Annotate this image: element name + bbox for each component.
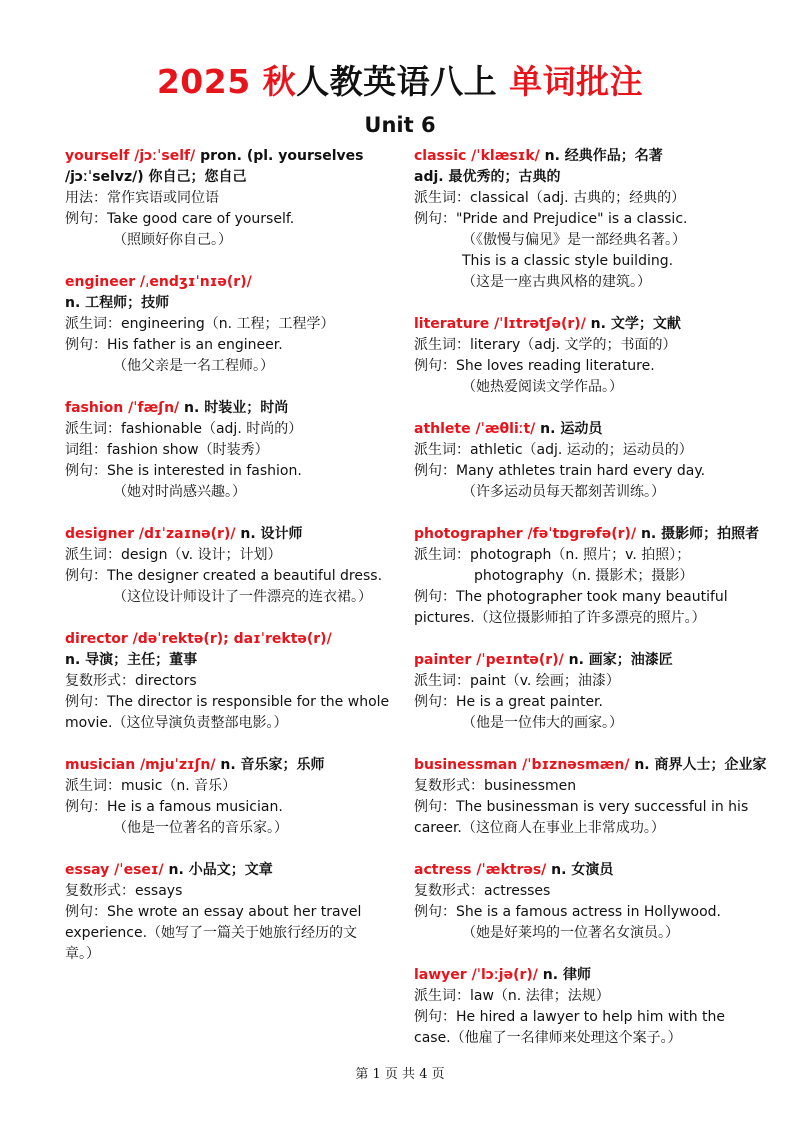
entry-note: 派生词：engineering（n. 工程；工程学） <box>65 316 335 332</box>
entry-note: 复数形式：essays <box>65 883 183 899</box>
vocab-entry <box>414 650 732 734</box>
entry-note: 例句：She is a famous actress in Hollywood. <box>414 904 721 920</box>
left-column <box>65 146 390 986</box>
entry-headword-line <box>414 755 767 776</box>
part-of-speech: n. 运动员 <box>535 421 603 437</box>
entry-headword-line <box>414 965 732 986</box>
entry-note: career.（这位商人在事业上非常成功。） <box>414 820 665 836</box>
part-of-speech: n. 音乐家；乐师 <box>215 757 325 773</box>
unit-heading: Unit 6 <box>364 113 436 137</box>
entry-headword-line <box>65 398 383 419</box>
headword: director /dəˈrektə(r); daɪˈrektə(r)/ <box>65 631 332 647</box>
vocab-entry <box>65 398 383 503</box>
vocab-entry <box>65 524 383 608</box>
vocab-entry <box>414 860 732 944</box>
entry-note: 派生词：classical（adj. 古典的；经典的） <box>414 190 686 206</box>
vocab-entry <box>414 419 732 503</box>
headword: photographer /fəˈtɒɡrəfə(r)/ <box>414 526 637 542</box>
title-year: 2025 <box>156 62 251 101</box>
part-of-speech: pron. (pl. yourselves <box>195 148 364 164</box>
entry-definition: n. 工程师；技师 <box>65 295 170 311</box>
entry-headword-line <box>414 314 732 335</box>
right-column <box>414 146 767 1070</box>
vocab-entry <box>414 524 760 629</box>
part-of-speech: n. 摄影师；拍照者 <box>636 526 760 542</box>
entry-headword-line <box>414 860 732 881</box>
entry-note: 例句：The director is responsible for the whole <box>65 694 390 710</box>
entry-note: 复数形式：actresses <box>414 883 551 899</box>
title-end: 单词批注 <box>509 62 644 101</box>
entry-note: 例句："Pride and Prejudice" is a classic. <box>414 211 688 227</box>
title-main: 人教英语八上 <box>296 62 498 101</box>
vocab-entry <box>65 629 390 734</box>
entry-note: 词组：fashion show（时装秀） <box>65 442 269 458</box>
entry-headword-line <box>65 272 383 293</box>
part-of-speech: n. 小品文；文章 <box>163 862 273 878</box>
entry-headword-line <box>414 419 732 440</box>
entry-translation: （这位设计师设计了一件漂亮的连衣裙。） <box>113 589 372 605</box>
entry-translation: photography（n. 摄影术；摄影） <box>474 568 694 584</box>
entry-headword-line <box>414 524 760 545</box>
entry-translation: （她是好莱坞的一位著名女演员。） <box>462 925 679 941</box>
entry-note: 派生词：athletic（adj. 运动的；运动员的） <box>414 442 693 458</box>
entry-note: 例句：The businessman is very successful in his <box>414 799 749 815</box>
entry-note: 派生词：law（n. 法律；法规） <box>414 988 610 1004</box>
entry-note: 例句：She loves reading literature. <box>414 358 655 374</box>
entry-note: 例句：He hired a lawyer to help him with the <box>414 1009 726 1025</box>
entry-note: experience.（她写了一篇关于她旅行经历的文 <box>65 925 358 941</box>
entry-headword-line <box>65 146 383 167</box>
entry-translation: （他是一位伟大的画家。） <box>462 715 623 731</box>
headword: classic /ˈklæsɪk/ <box>414 148 540 164</box>
headword: fashion /ˈfæʃn/ <box>65 400 180 416</box>
entry-note: 派生词：fashionable（adj. 时尚的） <box>65 421 303 437</box>
part-of-speech: n. 女演员 <box>546 862 614 878</box>
entry-headword-line <box>65 629 383 650</box>
entry-headword-line <box>65 755 383 776</box>
entry-note: 用法：常作宾语或同位语 <box>65 190 219 206</box>
entry-note: movie.（这位导演负责整部电影。） <box>65 715 288 731</box>
headword: lawyer /ˈlɔːjə(r)/ <box>414 967 538 983</box>
entry-translation: （她对时尚感兴趣。） <box>113 484 246 500</box>
entry-headword-line <box>65 524 383 545</box>
headword: businessman /ˈbɪznəsmæn/ <box>414 757 630 773</box>
entry-note: 复数形式：directors <box>65 673 197 689</box>
headword: painter /ˈpeɪntə(r)/ <box>414 652 564 668</box>
entry-note: 例句：Take good care of yourself. <box>65 211 295 227</box>
part-of-speech: n. 商界人士；企业家 <box>629 757 767 773</box>
vocab-entry <box>414 146 732 293</box>
part-of-speech: n. 时装业；时尚 <box>179 400 289 416</box>
entry-translation: （他父亲是一名工程师。） <box>113 358 274 374</box>
entry-translation: （这是一座古典风格的建筑。） <box>462 274 651 290</box>
vocab-entry <box>414 965 732 1049</box>
entry-translation: （他是一位著名的音乐家。） <box>113 820 288 836</box>
entry-note: 例句：He is a famous musician. <box>65 799 283 815</box>
entry-note: 例句：He is a great painter. <box>414 694 603 710</box>
entry-note: 派生词：paint（v. 绘画；油漆） <box>414 673 620 689</box>
headword: yourself /jɔːˈself/ <box>65 148 196 164</box>
entry-note: 派生词：music（n. 音乐） <box>65 778 237 794</box>
entry-note: 复数形式：businessmen <box>414 778 577 794</box>
headword: designer /dɪˈzaɪnə(r)/ <box>65 526 236 542</box>
entry-note: 例句：She is interested in fashion. <box>65 463 302 479</box>
headword: athlete /ˈæθliːt/ <box>414 421 536 437</box>
vocab-entry <box>65 755 383 839</box>
entry-note: 派生词：literary（adj. 文学的；书面的） <box>414 337 677 353</box>
headword: engineer /ˌendʒɪˈnɪə(r)/ <box>65 274 252 290</box>
part-of-speech: n. 画家；油漆匠 <box>563 652 673 668</box>
vocab-entry <box>65 272 383 377</box>
entry-note: case.（他雇了一名律师来处理这个案子。） <box>414 1030 682 1046</box>
entry-note: 例句：Many athletes train hard every day. <box>414 463 706 479</box>
entry-note: 例句：She wrote an essay about her travel <box>65 904 362 920</box>
part-of-speech: n. 文学；文献 <box>585 316 681 332</box>
entry-translation: This is a classic style building. <box>462 253 674 269</box>
entry-note: pictures.（这位摄影师拍了许多漂亮的照片。） <box>414 610 706 626</box>
headword: literature /ˈlɪtrətʃə(r)/ <box>414 316 586 332</box>
entry-note: 例句：The photographer took many beautiful <box>414 589 728 605</box>
headword: essay /ˈeseɪ/ <box>65 862 164 878</box>
part-of-speech: n. 律师 <box>537 967 591 983</box>
entry-definition: /jɔːˈselvz/) 你自己；您自己 <box>65 169 247 185</box>
entry-translation: （她热爱阅读文学作品。） <box>462 379 623 395</box>
entry-headword-line <box>65 860 383 881</box>
entry-note: 派生词：photograph（n. 照片；v. 拍照）； <box>414 547 691 563</box>
entry-note: 章。） <box>65 946 100 962</box>
page-title <box>0 56 800 103</box>
entry-note: 派生词：design（v. 设计；计划） <box>65 547 282 563</box>
entry-translation: （照顾好你自己。） <box>113 232 232 248</box>
entry-note: 例句：The designer created a beautiful dress. <box>65 568 383 584</box>
part-of-speech: n. 设计师 <box>235 526 303 542</box>
entry-headword-line <box>414 650 732 671</box>
vocab-entry <box>65 860 383 965</box>
entry-definition: n. 导演；主任；董事 <box>65 652 198 668</box>
entry-headword-line <box>414 146 732 167</box>
page-footer: 第 1 页 共 4 页 <box>355 1067 445 1082</box>
headword: actress /ˈæktrəs/ <box>414 862 547 878</box>
headword: musician /mjuˈzɪʃn/ <box>65 757 216 773</box>
vocab-entry <box>414 314 732 398</box>
entry-translation: （《傲慢与偏见》是一部经典名著。） <box>462 232 686 248</box>
entry-translation: （许多运动员每天都刻苦训练。） <box>462 484 665 500</box>
part-of-speech: n. 经典作品；名著 <box>539 148 663 164</box>
entry-note: 例句：His father is an engineer. <box>65 337 283 353</box>
vocab-entry <box>414 755 767 839</box>
title-season: 秋 <box>262 62 297 101</box>
entry-definition: adj. 最优秀的；古典的 <box>414 169 561 185</box>
vocab-entry <box>65 146 383 251</box>
